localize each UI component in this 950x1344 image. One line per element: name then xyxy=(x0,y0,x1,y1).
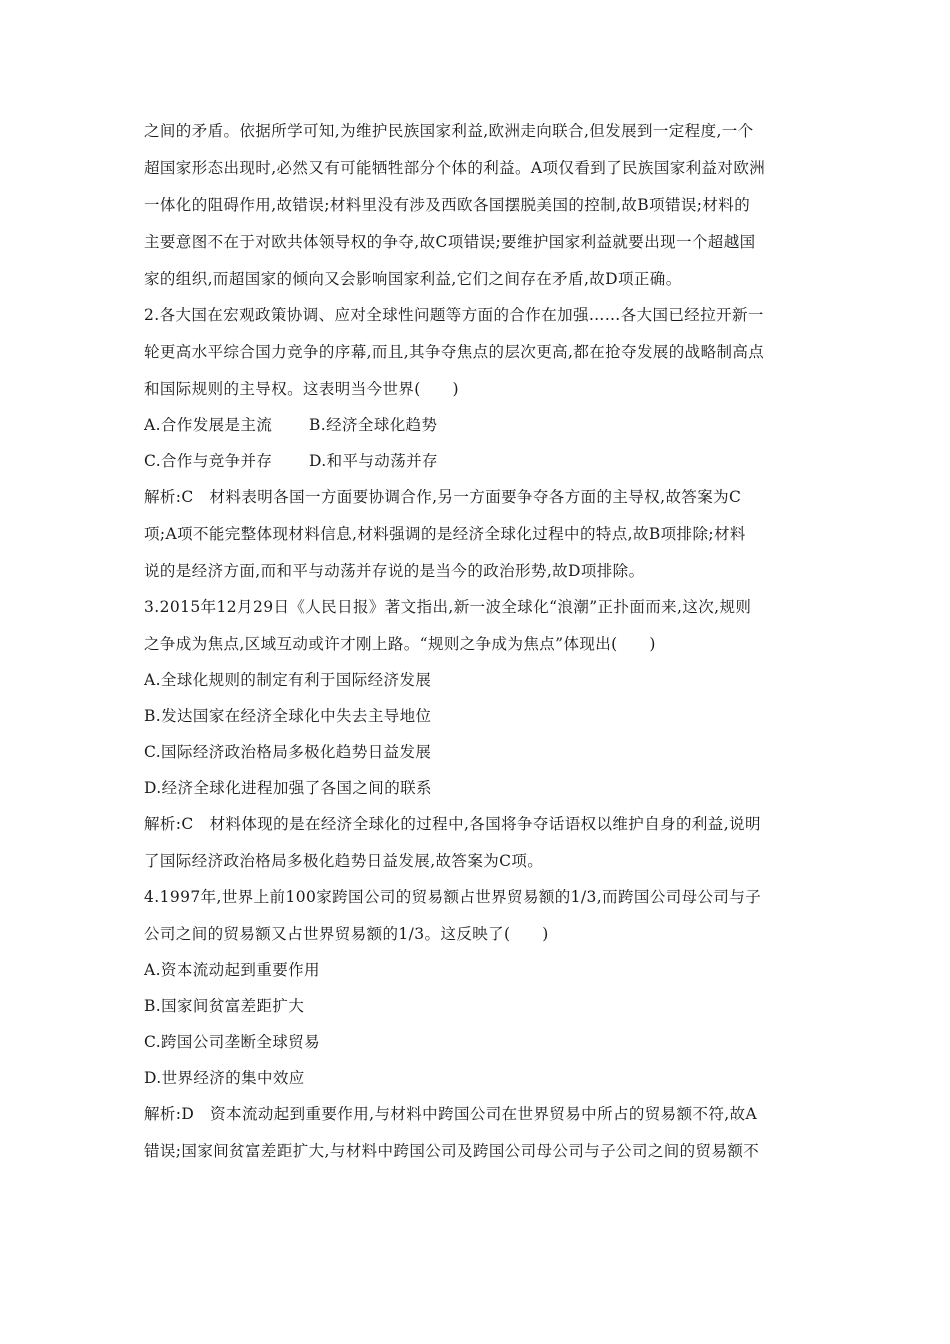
question-stem-line: 3.2015年12月29日《人民日报》著文指出,新一波全球化“浪潮”正扑面而来,这次,规则 xyxy=(144,598,752,616)
option-d: D.经济全球化进程加强了各国之间的联系 xyxy=(144,779,432,797)
option-c: C.国际经济政治格局多极化趋势日益发展 xyxy=(144,743,432,761)
question-4 xyxy=(144,886,808,1163)
option-b: B.国家间贫富差距扩大 xyxy=(144,997,305,1015)
question-stem-line: 公司之间的贸易额又占世界贸易额的1/3。这反映了( ) xyxy=(144,925,549,943)
explanation-line: 错误;国家间贫富差距扩大,与材料中跨国公司及跨国公司母公司与子公司之间的贸易额不 xyxy=(144,1142,760,1160)
question-stem-line: 4.1997年,世界上前100家跨国公司的贸易额占世界贸易额的1/3,而跨国公司母公司与子 xyxy=(144,888,762,906)
explanation-line: 解析:C 材料体现的是在经济全球化的过程中,各国将争夺话语权以维护自身的利益,说明 xyxy=(144,815,761,833)
text-line: 家的组织,而超国家的倾向又会影响国家利益,它们之间存在矛盾,故D项正确。 xyxy=(144,270,682,288)
explanation-line: 说的是经济方面,而和平与动荡并存说的是当今的政治形势,故D项排除。 xyxy=(144,562,645,580)
question-stem-line: 2.各大国在宏观政策协调、应对全球性问题等方面的合作在加强……各大国已经拉开新一 xyxy=(144,306,764,324)
text-line: 超国家形态出现时,必然又有可能牺牲部分个体的利益。A项仅看到了民族国家利益对欧洲 xyxy=(144,159,766,177)
option-c: C.合作与竞争并存 xyxy=(144,452,273,470)
question-2 xyxy=(144,304,808,583)
option-d: D.和平与动荡并存 xyxy=(309,452,438,470)
explanation-line: 了国际经济政治格局多极化趋势日益发展,故答案为C项。 xyxy=(144,852,544,870)
text-line: 主要意图不在于对欧共体领导权的争夺,故C项错误;要维护国家利益就要出现一个超越国 xyxy=(144,233,756,251)
option-a: A.全球化规则的制定有利于国际经济发展 xyxy=(144,671,432,689)
explanation-line: 解析:C 材料表明各国一方面要协调合作,另一方面要争夺各方面的主导权,故答案为C xyxy=(144,488,742,506)
option-a: A.资本流动起到重要作用 xyxy=(144,961,320,979)
option-a: A.合作发展是主流 xyxy=(144,416,273,434)
option-b: B.经济全球化趋势 xyxy=(309,416,438,434)
question-3 xyxy=(144,596,808,873)
options-row xyxy=(144,450,808,473)
options-row xyxy=(144,414,808,437)
option-c: C.跨国公司垄断全球贸易 xyxy=(144,1033,321,1051)
option-b: B.发达国家在经济全球化中失去主导地位 xyxy=(144,707,432,725)
question-stem-line: 和国际规则的主导权。这表明当今世界( ) xyxy=(144,380,459,398)
document-page xyxy=(144,120,808,1163)
question-stem-line: 轮更高水平综合国力竞争的序幕,而且,其争夺焦点的层次更高,都在抢夺发展的战略制高点 xyxy=(144,343,765,361)
q1-explanation-continued xyxy=(144,120,808,291)
explanation-line: 项;A项不能完整体现材料信息,材料强调的是经济全球化过程中的特点,故B项排除;材料 xyxy=(144,525,746,543)
question-stem-line: 之争成为焦点,区域互动或许才刚上路。“规则之争成为焦点”体现出( ) xyxy=(144,635,656,653)
explanation-line: 解析:D 资本流动起到重要作用,与材料中跨国公司在世界贸易中所占的贸易额不符,故A xyxy=(144,1105,758,1123)
text-line: 一体化的阻碍作用,故错误;材料里没有涉及西欧各国摆脱美国的控制,故B项错误;材料的 xyxy=(144,196,751,214)
text-line: 之间的矛盾。依据所学可知,为维护民族国家利益,欧洲走向联合,但发展到一定程度,一个 xyxy=(144,122,754,140)
option-d: D.世界经济的集中效应 xyxy=(144,1069,305,1087)
